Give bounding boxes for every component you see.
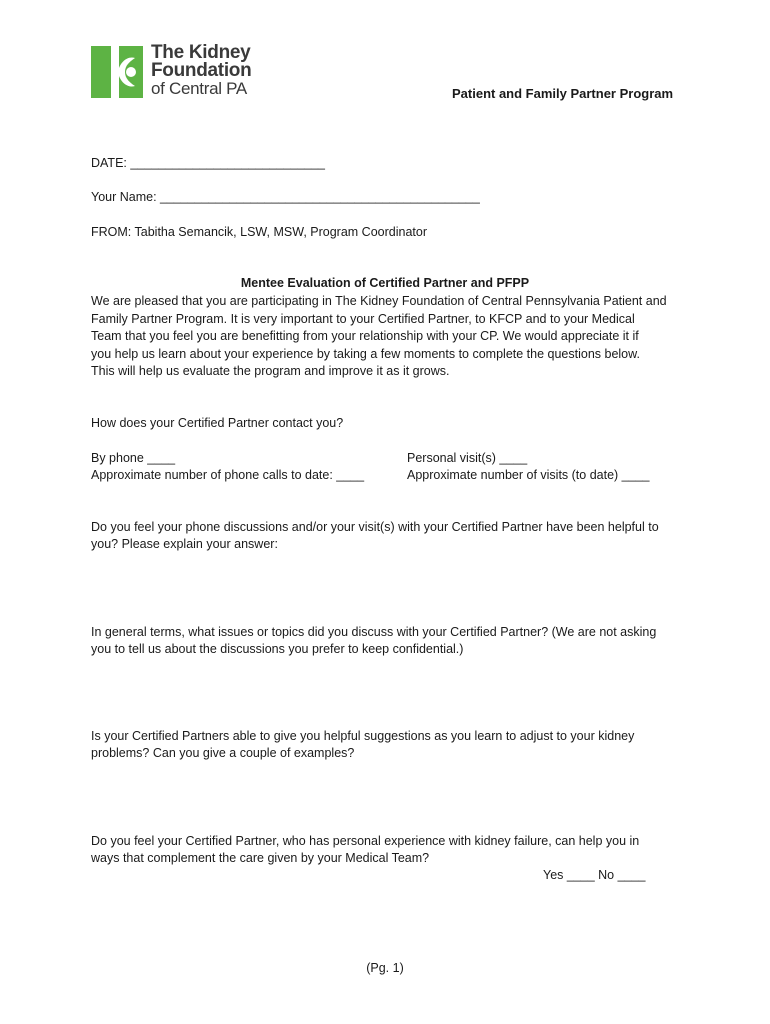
program-title: Patient and Family Partner Program: [452, 86, 674, 101]
question-suggestions: [91, 728, 634, 762]
logo-wordmark: [151, 44, 251, 98]
question-line: Is your Certified Partners able to give you helpful suggestions as you learn to adjust to your kidney: [91, 729, 635, 743]
question-contact: How does your Certified Partner contact you?: [91, 416, 344, 430]
question-topics: [91, 624, 656, 658]
intro-line: We are pleased that you are participating in The Kidney Foundation of Central Pennsylvania Patient and: [91, 294, 667, 308]
question-line: In general terms, what issues or topics did you discuss with your Certified Partner? (We are not asking: [91, 625, 657, 639]
question-line: Do you feel your phone discussions and/or your visit(s) with your Certified Partner have been helpful to: [91, 520, 659, 534]
intro-line: Family Partner Program. It is very important to your Certified Partner, to KFCP and to your Medical: [91, 311, 635, 326]
question-helpful: [91, 519, 659, 553]
form-title: Mentee Evaluation of Certified Partner and PFPP: [240, 276, 530, 290]
page-number: (Pg. 1): [366, 961, 404, 975]
name-field[interactable]: Your Name: ______________________________________________: [91, 190, 480, 204]
question-line: ways that complement the care given by your Medical Team?: [91, 851, 430, 865]
from-line: FROM: Tabitha Semancik, LSW, MSW, Program Coordinator: [91, 225, 427, 239]
kidney-foundation-logo-icon: [91, 46, 143, 98]
intro-line: you help us learn about your experience by taking a few moments to complete the questions below.: [91, 346, 640, 361]
question-line: Do you feel your Certified Partner, who has personal experience with kidney failure, can help you in: [91, 834, 640, 848]
intro-line: Team that you feel you are benefitting from your relationship with your CP. We would appreciate it if: [91, 329, 639, 343]
date-field[interactable]: DATE: ____________________________: [91, 156, 326, 170]
question-line: you to tell us about the discussions you prefer to keep confidential.): [91, 642, 464, 656]
phone-calls-count-field[interactable]: Approximate number of phone calls to date: ____: [91, 468, 365, 482]
logo-line-3: of Central PA: [151, 79, 247, 98]
by-phone-field[interactable]: By phone ____: [91, 451, 176, 465]
intro-line: This will help us evaluate the program and improve it as it grows.: [91, 364, 450, 378]
question-line: problems? Can you give a couple of examples?: [91, 746, 355, 760]
visits-count-field[interactable]: Approximate number of visits (to date) ____: [407, 468, 650, 482]
yes-no-field[interactable]: Yes ____ No ____: [543, 868, 646, 882]
logo-line-1: The Kidney: [151, 42, 251, 63]
question-line: you? Please explain your answer:: [91, 537, 278, 551]
logo-line-2: Foundation: [151, 60, 252, 81]
question-complement-care: [91, 833, 639, 867]
personal-visit-field[interactable]: Personal visit(s) ____: [407, 451, 528, 465]
intro-paragraph: [91, 293, 691, 381]
